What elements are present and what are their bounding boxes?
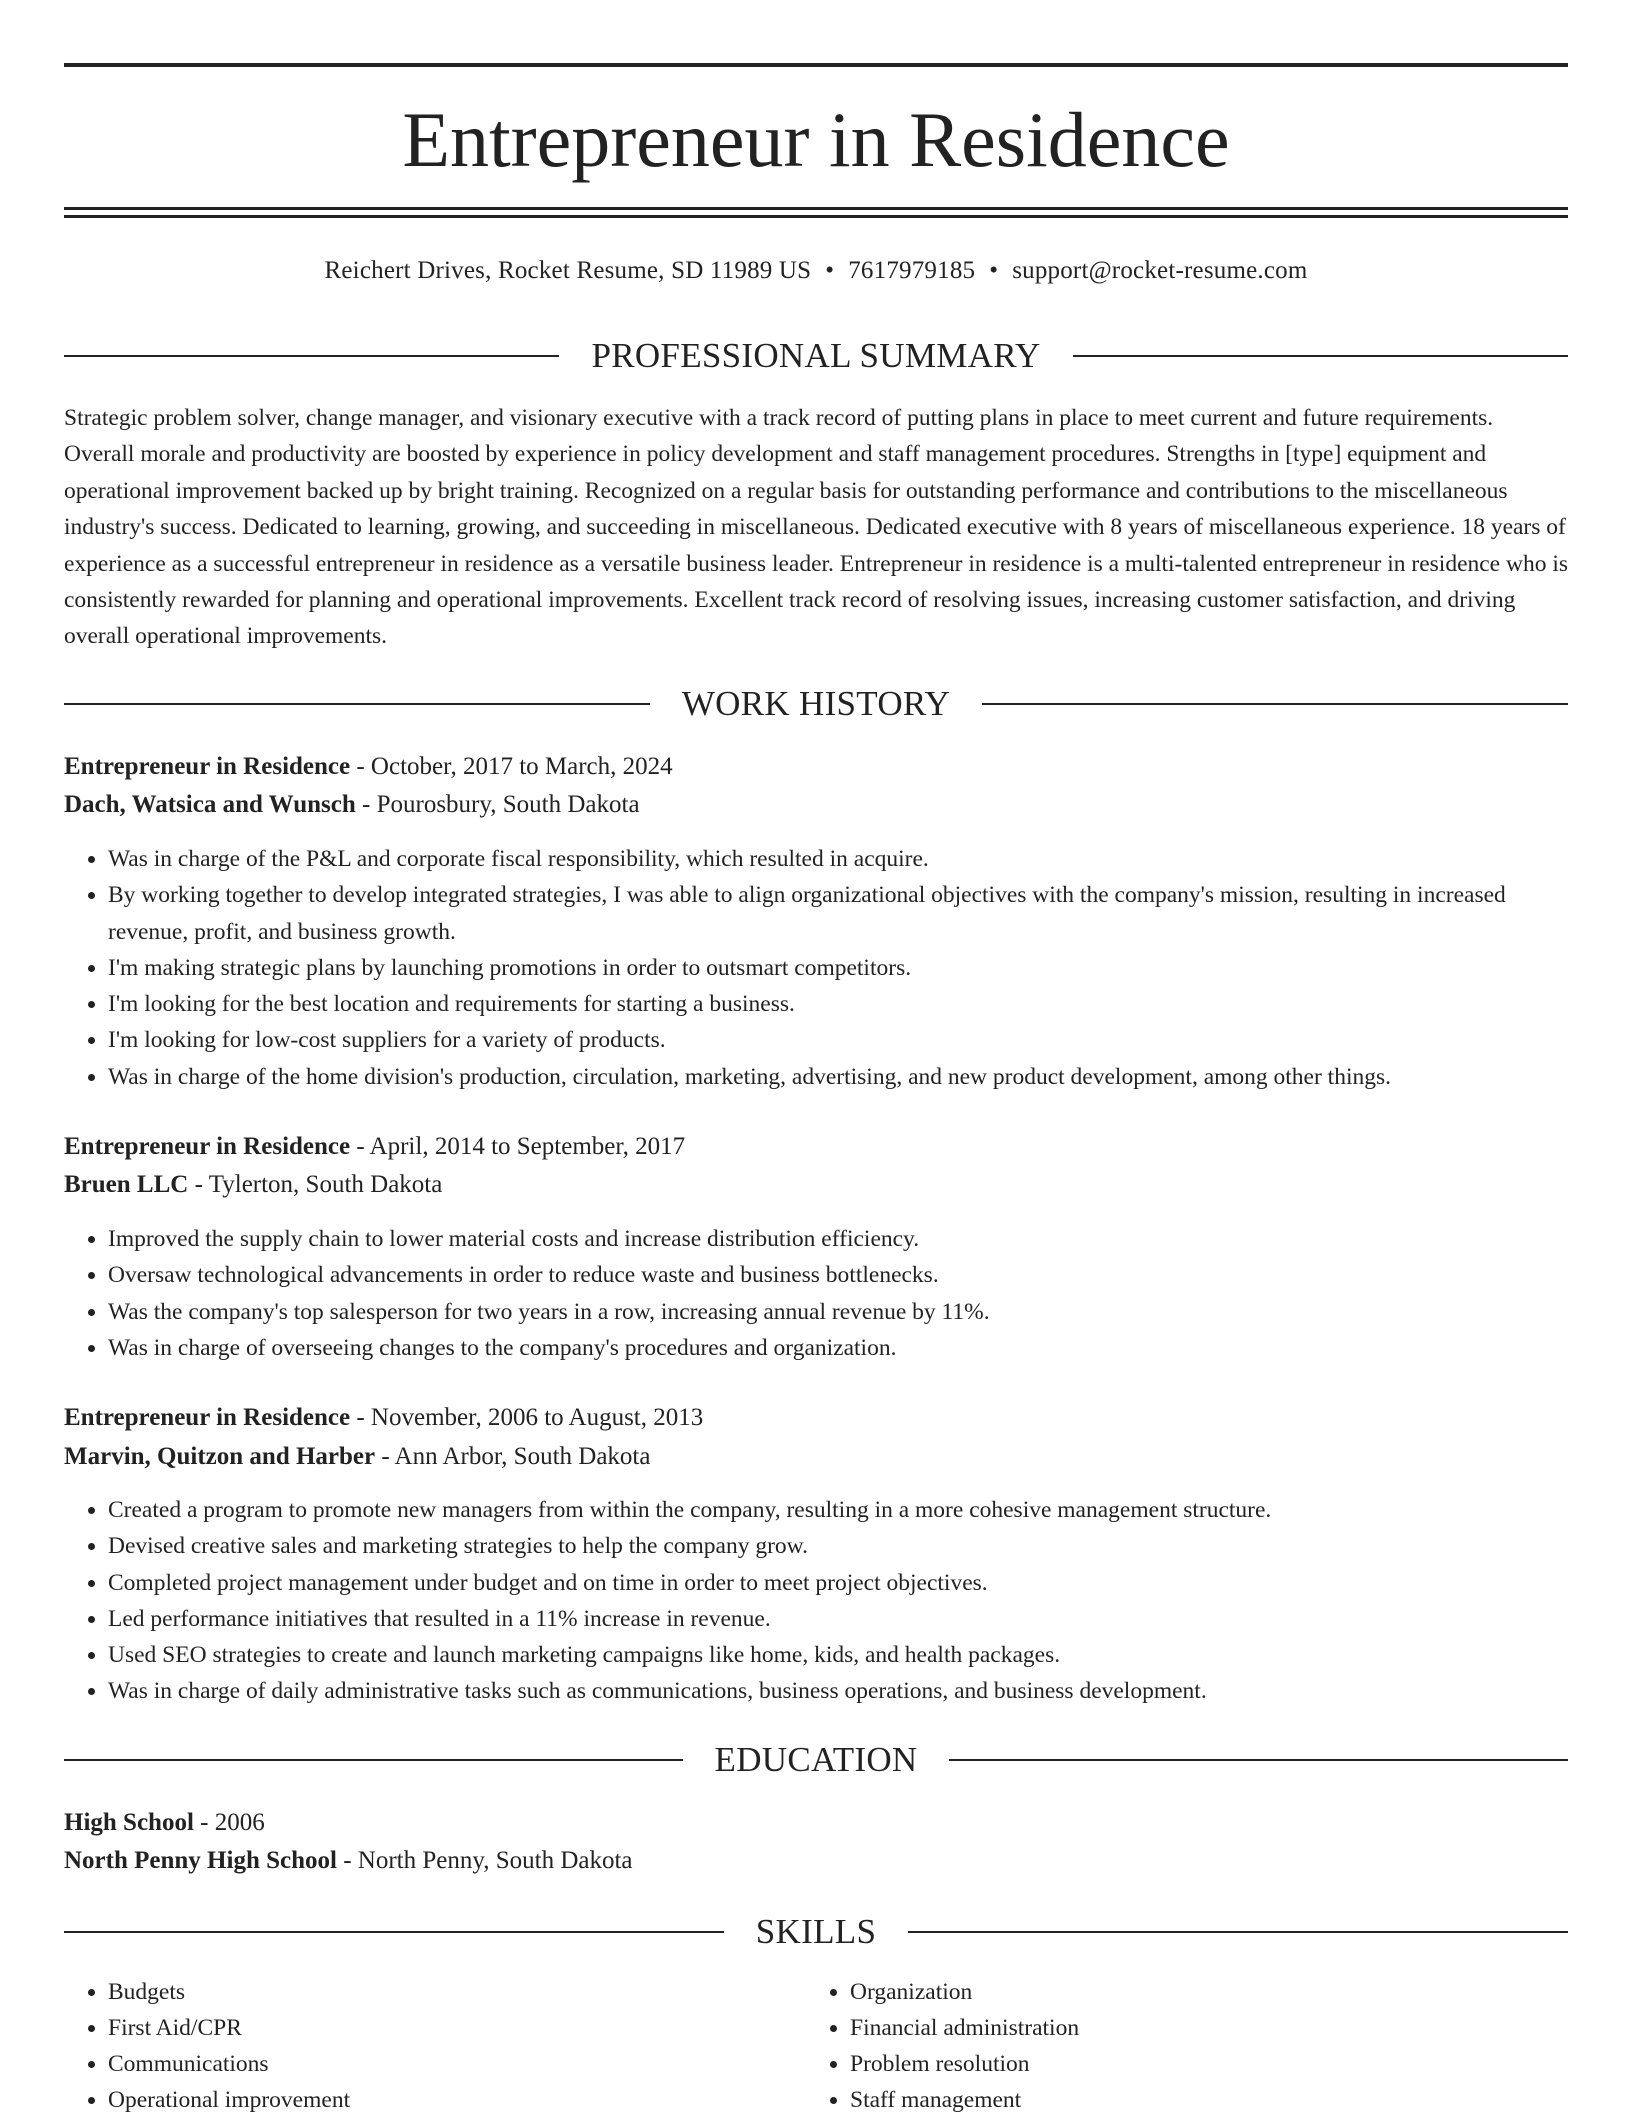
contact-separator: • bbox=[825, 257, 835, 284]
section-header-work bbox=[64, 684, 1568, 724]
job-dates: - November, 2006 to August, 2013 bbox=[350, 1404, 704, 1431]
job-title-line bbox=[64, 1129, 1568, 1165]
section-rule bbox=[64, 1931, 724, 1933]
list-item: • Was in charge of the home division's production, circulation, marketing, advertising, and new product development, among other things. bbox=[108, 1059, 1568, 1095]
list-item: • Was in charge of daily administrative tasks such as communications, business operations, and business development. bbox=[108, 1673, 1568, 1709]
section-rule bbox=[64, 703, 650, 705]
job-title-line bbox=[64, 749, 1568, 785]
section-rule bbox=[949, 1759, 1568, 1761]
list-item: • Created a program to promote new managers from within the company, resulting in a more cohesive management structure. bbox=[108, 1492, 1568, 1528]
name-rule-lower bbox=[64, 215, 1568, 218]
skills-list-right bbox=[806, 1974, 1548, 2118]
job-title: Entrepreneur in Residence bbox=[64, 1133, 351, 1160]
education-school-line bbox=[64, 1843, 1568, 1879]
section-rule bbox=[64, 1759, 683, 1761]
contact-address: Reichert Drives, Rocket Resume, SD 11989 US bbox=[324, 257, 812, 284]
resume-name: Entrepreneur in Residence bbox=[402, 96, 1230, 183]
job-bullets bbox=[64, 841, 1568, 1095]
skill-item: • First Aid/CPR bbox=[108, 2010, 806, 2046]
section-title: WORK HISTORY bbox=[681, 684, 951, 723]
list-item: • Was in charge of overseeing changes to the company's procedures and organization. bbox=[108, 1330, 1568, 1366]
job-company: Marvin, Quitzon and Harber bbox=[64, 1443, 376, 1470]
section-title: PROFESSIONAL SUMMARY bbox=[591, 336, 1041, 375]
education-degree-line bbox=[64, 1805, 1568, 1841]
list-item: • I'm looking for low-cost suppliers for a variety of products. bbox=[108, 1022, 1568, 1058]
contact-phone: 7617979185 bbox=[848, 257, 976, 284]
list-item: • Improved the supply chain to lower material costs and increase distribution efficiency. bbox=[108, 1221, 1568, 1257]
job-title: Entrepreneur in Residence bbox=[64, 1404, 351, 1431]
skills-columns bbox=[64, 1974, 1568, 2118]
section-title: EDUCATION bbox=[714, 1740, 918, 1779]
list-item: • Was the company's top salesperson for two years in a row, increasing annual revenue by 11%. bbox=[108, 1294, 1568, 1330]
job-location: - Pourosbury, South Dakota bbox=[355, 791, 640, 818]
section-rule bbox=[64, 355, 559, 357]
skill-item: • Staff management bbox=[850, 2082, 1548, 2118]
job-company: Dach, Watsica and Wunsch bbox=[64, 791, 356, 818]
job-location: - Ann Arbor, South Dakota bbox=[375, 1443, 651, 1470]
list-item: • Led performance initiatives that resulted in a 11% increase in revenue. bbox=[108, 1601, 1568, 1637]
job-bullets bbox=[64, 1221, 1568, 1366]
section-rule bbox=[982, 703, 1568, 705]
section-header-skills bbox=[64, 1912, 1568, 1952]
skills-list-left bbox=[64, 1974, 806, 2118]
summary-text: Strategic problem solver, change manager, and visionary executive with a track record of putting plans in place to meet current and future requirements. Overall morale and productivity are boosted by experience in policy development and staff management procedures. Strengths in [type] equipment and operational improvement backed up by bright training. Recognized on a regular basis for outstanding performance and contributions to the miscellaneous industry's success. Dedicated to learning, growing, and succeeding in miscellaneous. Dedicated executive with 8 years of miscellaneous experience. 18 years of experience as a successful entrepreneur in residence as a versatile business leader. Entrepreneur in residence is a multi-talented entrepreneur in residence who is consistently rewarded for planning and operational improvements. Excellent track record of resolving issues, increasing customer satisfaction, and driving overall operational improvements. bbox=[64, 405, 1568, 650]
job-company-line bbox=[64, 787, 1568, 823]
skill-item: • Communications bbox=[108, 2046, 806, 2082]
education-school: North Penny High School bbox=[64, 1847, 337, 1874]
list-item: • Devised creative sales and marketing strategies to help the company grow. bbox=[108, 1528, 1568, 1564]
job-location: - Tylerton, South Dakota bbox=[188, 1171, 443, 1198]
list-item: • Completed project management under budget and on time in order to meet project objectives. bbox=[108, 1565, 1568, 1601]
contact-line bbox=[64, 254, 1568, 288]
job-dates: - October, 2017 to March, 2024 bbox=[350, 753, 673, 780]
education-degree: High School bbox=[64, 1809, 194, 1836]
job-company: Bruen LLC bbox=[64, 1171, 189, 1198]
section-rule bbox=[1073, 355, 1568, 357]
section-rule bbox=[908, 1931, 1568, 1933]
job-title: Entrepreneur in Residence bbox=[64, 753, 351, 780]
contact-separator: • bbox=[989, 257, 999, 284]
skill-item: • Organization bbox=[850, 1974, 1548, 2010]
name-rule-upper bbox=[64, 207, 1568, 210]
job-dates: - April, 2014 to September, 2017 bbox=[350, 1133, 686, 1160]
skill-item: • Problem resolution bbox=[850, 2046, 1548, 2082]
job-bullets bbox=[64, 1492, 1568, 1710]
list-item: • Oversaw technological advancements in order to reduce waste and business bottlenecks. bbox=[108, 1257, 1568, 1293]
section-header-education bbox=[64, 1740, 1568, 1780]
list-item: • I'm looking for the best location and requirements for starting a business. bbox=[108, 986, 1568, 1022]
skill-item: • Operational improvement bbox=[108, 2082, 806, 2118]
contact-email: support@rocket-resume.com bbox=[1012, 257, 1308, 284]
section-title: SKILLS bbox=[755, 1912, 877, 1951]
education-year: - 2006 bbox=[193, 1809, 265, 1836]
list-item: • I'm making strategic plans by launching promotions in order to outsmart competitors. bbox=[108, 950, 1568, 986]
top-rule bbox=[64, 63, 1568, 67]
list-item: • By working together to develop integrated strategies, I was able to align organizational objectives with the company's mission, resulting in increased revenue, profit, and business growth. bbox=[108, 877, 1568, 950]
skill-item: • Financial administration bbox=[850, 2010, 1548, 2046]
list-item: • Used SEO strategies to create and launch marketing campaigns like home, kids, and health packages. bbox=[108, 1637, 1568, 1673]
job-company-line bbox=[64, 1439, 1568, 1475]
skill-item: • Budgets bbox=[108, 1974, 806, 2010]
section-header-summary bbox=[64, 336, 1568, 376]
job-title-line bbox=[64, 1400, 1568, 1436]
education-location: - North Penny, South Dakota bbox=[336, 1847, 633, 1874]
list-item: • Was in charge of the P&L and corporate fiscal responsibility, which resulted in acquire. bbox=[108, 841, 1568, 877]
job-company-line bbox=[64, 1167, 1568, 1203]
